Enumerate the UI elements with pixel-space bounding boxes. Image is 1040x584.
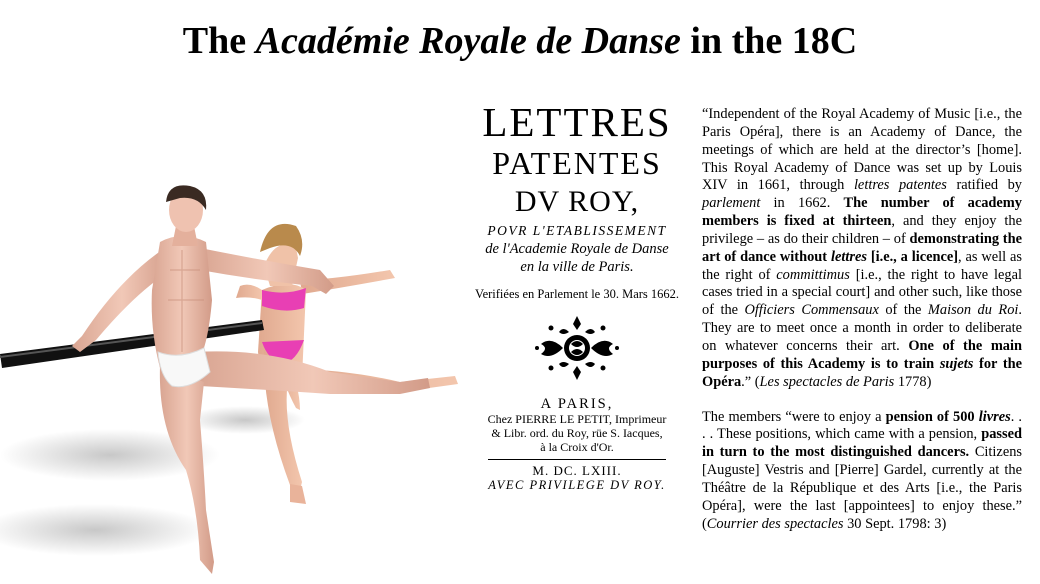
tp-imprint-printer: Chez PIERRE LE PETIT, Imprimeur <box>487 412 667 426</box>
tp-imprint-address: & Libr. ord. du Roy, rüe S. Iacques, <box>491 426 663 440</box>
tp-verification-line: Verifiées en Parlement le 30. Mars 1662. <box>474 287 680 301</box>
dancers-at-barre-illustration <box>0 90 460 584</box>
quotation-text <box>702 106 1022 533</box>
tp-subtitle-1: POVR L'ETABLISSEMENT <box>487 223 667 238</box>
tp-imprint-city: A PARIS, <box>540 396 614 412</box>
tp-title-line-1: LETTRES <box>482 99 672 145</box>
tp-title-line-2: PATENTES <box>492 145 662 181</box>
tp-subtitle-3: en la ville de Paris. <box>520 259 634 275</box>
quote-paragraph-2: The members “were to enjoy a pension of 500 livres. . . . These positions, which came with a pension, passed in turn to the most distinguished dancers. Citizens [Auguste] Vestris and [Pierre] Gardel, currently at the Théâtre de la République et des Arts [i.e., the Paris Opéra], were the last [appointees] to enjoy these.” (Courrier des spectacles 30 Sept. 1798: 3) <box>702 408 1023 532</box>
lettres-patentes-title-page <box>458 96 696 516</box>
tp-privilege: AVEC PRIVILEGE DV ROY. <box>488 478 666 492</box>
tp-title-line-3: DV ROY, <box>514 185 640 218</box>
slide-title: The Académie Royale de Danse in the 18C <box>182 20 858 62</box>
tp-subtitle-2: de l'Academie Royale de Danse <box>485 241 669 257</box>
tp-imprint-sign: à la Croix d'Or. <box>540 440 614 454</box>
quote-paragraph-1: “Independent of the Royal Academy of Music [i.e., the Paris Opéra], there is an Academy of Dance, the meetings of which are held at the director’s [home]. This Royal Academy of Dance was set up by Louis XIV in 1661, through lettres patentes ratified by parlement in 1662. The number of academy members is fixed at thirteen, and they enjoy the privilege – as do their children – of demonstrating the art of dance without lettres [i.e., a licence], as well as the right of committimus [i.e., the right to have legal cases tried in a special court] and other such, like those of the Officiers Commensaux of the Maison du Roi. They are to meet once a month in order to deliberate on whatever concerns their art. One of the main purposes of this Academy is to train sujets for the Opéra.” (Les spectacles de Paris 1778) <box>702 106 1023 390</box>
tp-divider <box>488 459 666 460</box>
fleuron-ornament-icon <box>533 314 621 382</box>
tp-year: M. DC. LXIII. <box>532 463 622 478</box>
